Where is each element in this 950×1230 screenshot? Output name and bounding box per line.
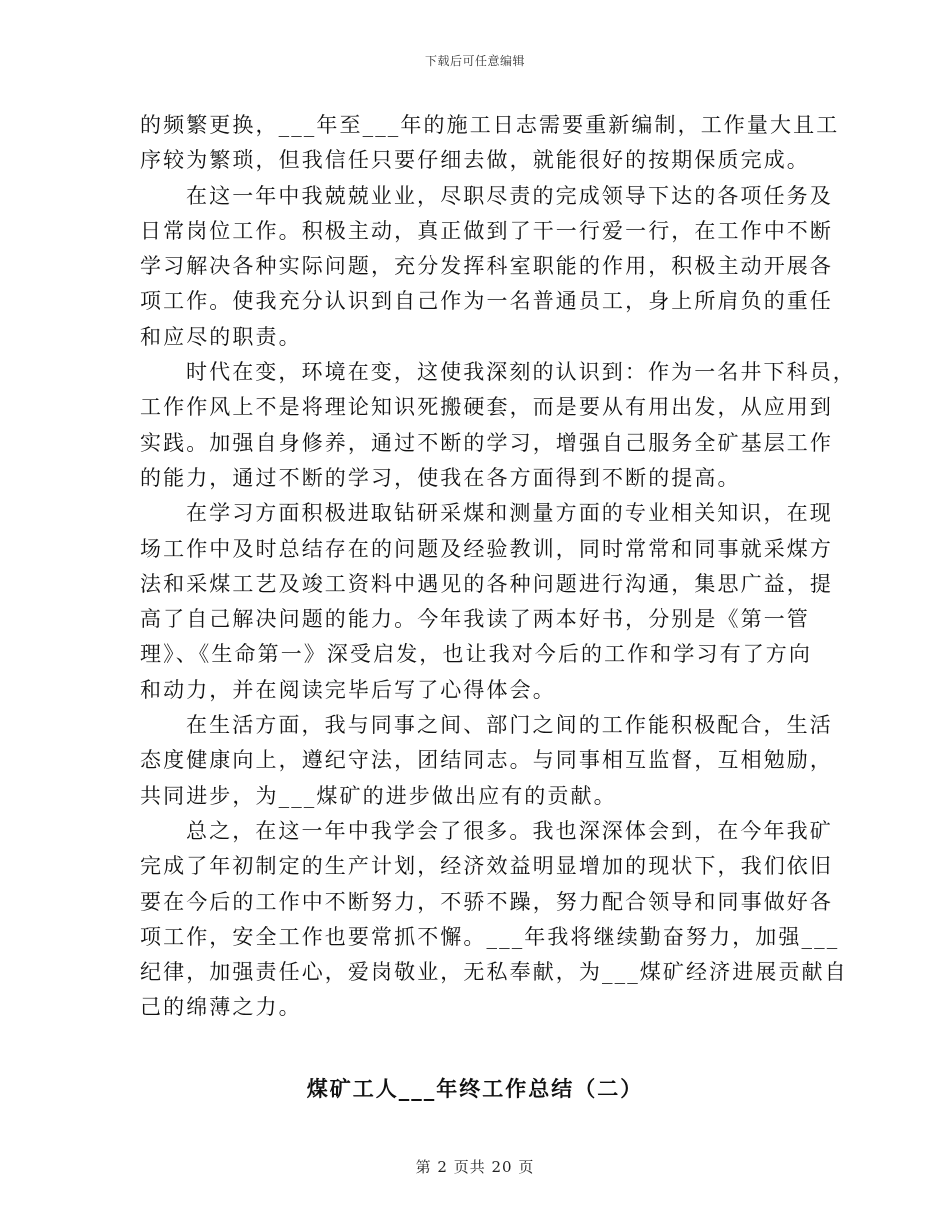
- text-line: 高了自己解决问题的能力。今年我读了两本好书，分别是《第一管: [140, 607, 810, 632]
- section-title: 煤矿工人___年终工作总结（二）: [306, 1076, 644, 1101]
- text-line: 的能力，通过不断的学习，使我在各方面得到不断的提高。: [140, 465, 741, 490]
- paragraph-start-line: 在这一年中我兢兢业业，尽职尽责的完成领导下达的各项任务及: [186, 183, 833, 208]
- text-line: 要在今后的工作中不断努力，不骄不躁，努力配合领导和同事做好各: [140, 889, 833, 914]
- paragraph-start-line: 在学习方面积极进取钻研采煤和测量方面的专业相关知识，在现: [186, 501, 833, 526]
- text-line: 和动力，并在阅读完毕后写了心得体会。: [140, 677, 556, 702]
- text-line: 纪律，加强责任心，爱岗敬业，无私奉献，为___煤矿经济进展贡献自: [140, 960, 848, 985]
- text-line: 序较为繁琐，但我信任只要仔细去做，就能很好的按期保质完成。: [140, 148, 810, 173]
- paragraph-start-line: 在生活方面，我与同事之间、部门之间的工作能积极配合，生活: [186, 713, 833, 738]
- text-line: 日常岗位工作。积极主动，真正做到了干一行爱一行，在工作中不断: [140, 218, 833, 243]
- text-line: 学习解决各种实际问题，充分发挥科室职能的作用，积极主动开展各: [140, 254, 833, 279]
- paragraph-start-line: 总之，在这一年中我学会了很多。我也深深体会到，在今年我矿: [186, 818, 833, 843]
- text-line: 工作作风上不是将理论知识死搬硬套，而是要从有用出发，从应用到: [140, 395, 833, 420]
- text-line: 实践。加强自身修养，通过不断的学习，增强自己服务全矿基层工作: [140, 430, 833, 455]
- text-line: 场工作中及时总结存在的问题及经验教训，同时常常和同事就采煤方: [140, 536, 833, 561]
- text-line: 的频繁更换，___年至___年的施工日志需要重新编制，工作量大且工: [140, 113, 840, 137]
- text-line: 态度健康向上，遵纪守法，团结同志。与同事相互监督，互相勉励，: [140, 748, 833, 773]
- document-body: [140, 108, 856, 1026]
- text-line: 项工作。使我充分认识到自己作为一名普通员工，身上所肩负的重任: [140, 289, 833, 314]
- page-header: 下载后可任意编辑: [424, 54, 525, 68]
- text-line: 己的绵薄之力。: [140, 995, 302, 1020]
- text-line: 共同进步，为___煤矿的进步做出应有的贡献。: [140, 783, 617, 808]
- text-line: 和应尽的职责。: [140, 324, 302, 349]
- text-line: 完成了年初制定的生产计划，经济效益明显增加的现状下，我们依旧: [140, 854, 833, 879]
- paragraph-start-line: 时代在变，环境在变，这使我深刻的认识到：作为一名井下科员，: [186, 360, 856, 385]
- text-line: 项工作，安全工作也要常抓不懈。___年我将继续勤奋努力，加强___: [140, 924, 840, 949]
- text-line: 法和采煤工艺及竣工资料中遇见的各种问题进行沟通，集思广益，提: [140, 571, 833, 596]
- page-number: 第 2 页共 20 页: [415, 1158, 535, 1176]
- text-line: 理》、《生命第一》深受启发，也让我对今后的工作和学习有了方向: [140, 642, 812, 667]
